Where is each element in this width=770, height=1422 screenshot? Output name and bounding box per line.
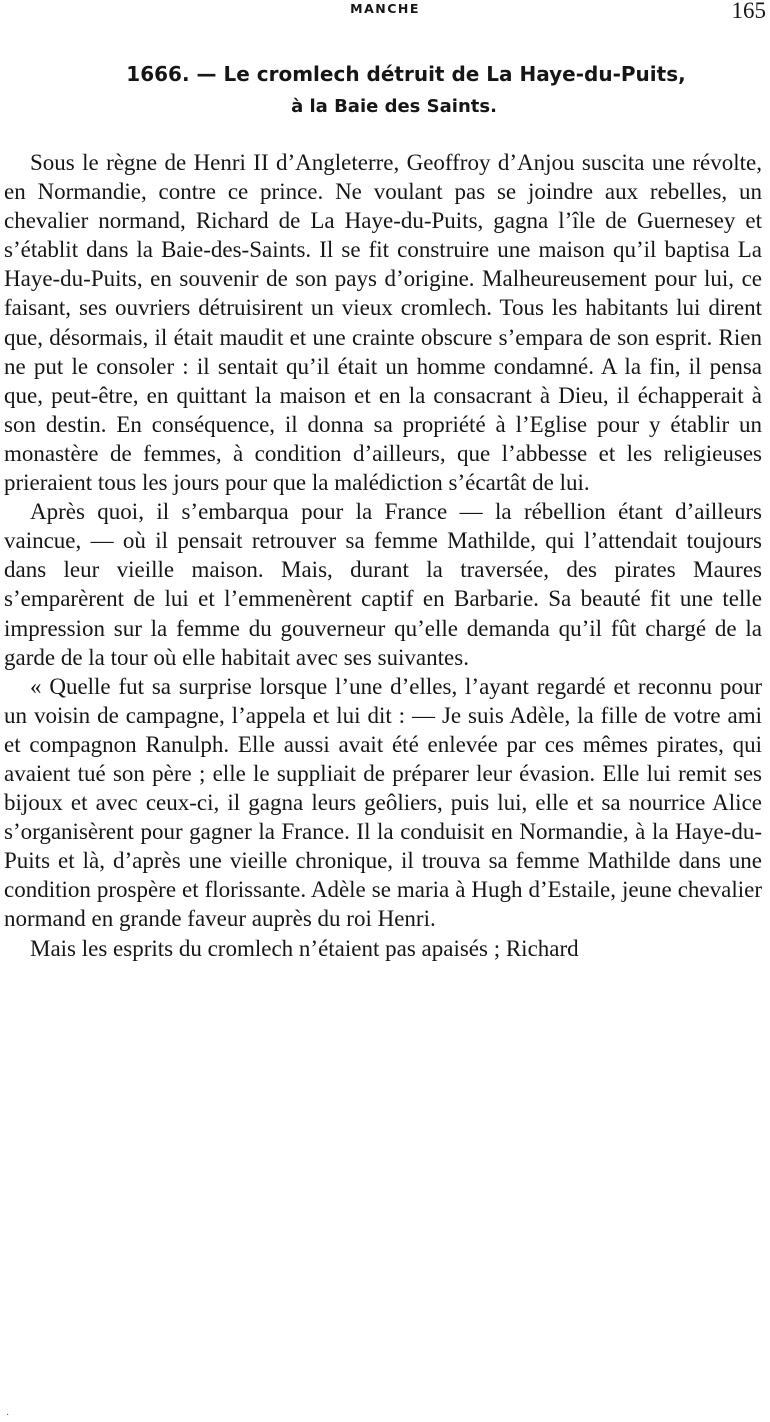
section-title xyxy=(0,56,770,122)
section-title-sub: à la Baie des Saints. xyxy=(291,96,497,117)
paragraph-3: « Quelle fut sa surprise lorsque l’une d’elles, l’ayant regardé et reconnu pour un voisin de campagne, l’appela et lui dit : — Je suis Adèle, la fille de votre ami et compagnon Ranulph. Elle aussi avait été enlevée par ces mêmes pirates, qui avaient tué son père ; elle le suppliait de préparer leur évasion. Elle lui remit ses bijoux et avec ceux-ci, il gagna leurs geôliers, puis lui, elle et sa nourrice Alice s’organisèrent pour gagner la France. Il la conduisit en Normandie, à la Haye-du-Puits et là, d’après une vieille chronique, il trouva sa femme Mathilde dans une condition prospère et florissante. Adèle se maria à Hugh d’Estaile, jeune chevalier normand en grande faveur auprès du roi Henri. xyxy=(4,673,762,932)
paragraph-1: Sous le règne de Henri II d’Angleterre, Geoffroy d’Anjou suscita une révolte, en Normandie, contre ce prince. Ne voulant pas se joindre aux rebelles, un chevalier normand, Richard de La Haye-du-Puits, gagna l’île de Guernesey et s’établit dans la Baie-des-Saints. Il se fit construire une maison qu’il baptisa La Haye-du-Puits, en souvenir de son pays d’origine. Malheureusement pour lui, ce faisant, ses ouvriers détruisirent un vieux cromlech. Tous les habitants lui dirent que, désormais, il était maudit et une crainte obscure s’empara de son esprit. Rien ne put le consoler : il sentait qu’il était un homme condamné. A la fin, il pensa que, peut-être, en quittant la maison et en la consacrant à Dieu, il échapperait à son destin. En conséquence, il donna sa propriété à l’Eglise pour y établir un monastère de femmes, à condition d’ailleurs, que l’abbesse et les religieuses prieraient tous les jours pour que la malédiction s’écartât de lui. xyxy=(4,150,762,496)
running-head: MANCHE xyxy=(350,1,420,16)
paragraph-4: Mais les esprits du cromlech n’étaient pas apaisés ; Richard xyxy=(30,935,579,961)
body-text xyxy=(4,148,762,963)
scan-mark: · xyxy=(6,1410,10,1421)
paragraph-2: Après quoi, il s’embarqua pour la France — la rébellion étant d’ailleurs vaincue, — où il pensait retrouver sa femme Mathilde, qui l’attendait toujours dans leur vieille maison. Mais, durant la traversée, des pirates Maures s’emparèrent de lui et l’emmenèrent captif en Barbarie. Sa beauté fit une telle impression sur la femme du gouverneur qu’elle demanda qu’il fût chargé de la garde de la tour où elle habitait avec ses suivantes. xyxy=(4,499,762,670)
page-number: 165 xyxy=(731,0,766,23)
section-title-main: 1666. — Le cromlech détruit de La Haye-du-Puits, xyxy=(126,62,686,86)
page-header xyxy=(0,0,770,24)
